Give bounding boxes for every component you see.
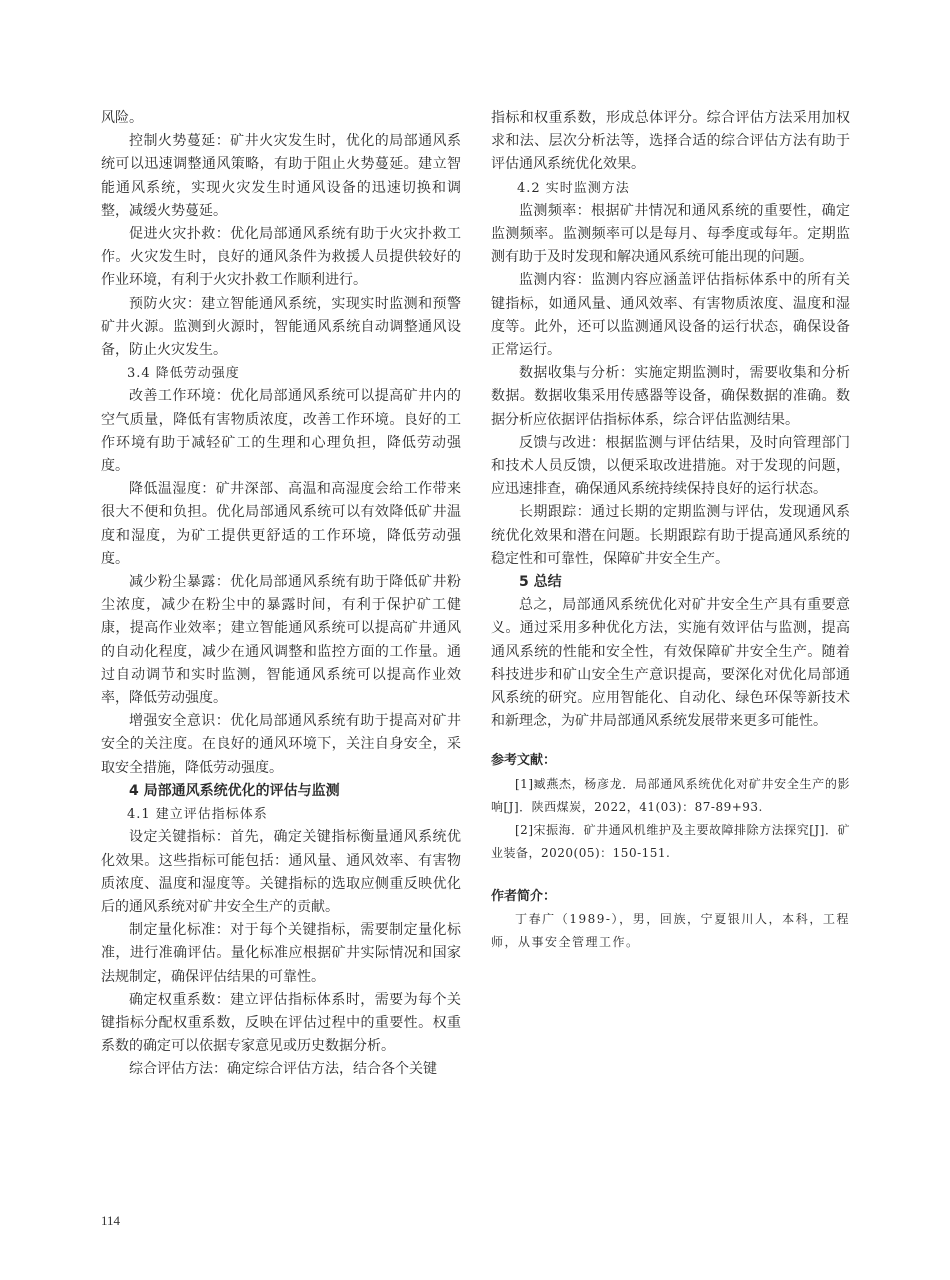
paragraph: 数据收集与分析：实施定期监测时，需要收集和分析数据。数据收集采用传感器等设备，确保数据的准确。数据分析应依据评估指标体系，综合评估监测结果。 xyxy=(491,365,850,428)
paragraph: 综合评估方法：确定综合评估方法，结合各个关键 xyxy=(129,1061,437,1078)
paragraph: 改善工作环境：优化局部通风系统可以提高矿井内的空气质量，降低有害物质浓度，改善工作环境。良好的工作环境有助于减轻矿工的生理和心理负担，降低劳动强度。 xyxy=(101,388,461,475)
paragraph: 设定关键指标：首先，确定关键指标衡量通风系统优化效果。这些指标可能包括：通风量、通风效率、有害物质浓度、温度和湿度等。关键指标的选取应侧重反映优化后的通风系统对矿井安全生产的贡献。 xyxy=(101,829,461,915)
paragraph: 指标和权重系数，形成总体评分。综合评估方法采用加权求和法、层次分析法等，选择合适的综合评估方法有助于评估通风系统优化效果。 xyxy=(491,110,850,173)
paragraph: 确定权重系数：建立评估指标体系时，需要为每个关键指标分配权重系数，反映在评估过程中的重要性。权重系数的确定可以依据专家意见或历史数据分析。 xyxy=(101,991,461,1055)
section-heading-4-2: 4.2 实时监测方法 xyxy=(517,180,630,196)
section-heading-5: 5 总结 xyxy=(519,574,562,591)
reference-item: [1]臧燕杰，杨彦龙．局部通风系统优化对矿井安全生产的影响[J]．陕西煤炭，2022，41(03)：87-89+93. xyxy=(491,776,850,814)
left-column xyxy=(101,107,461,1082)
author-bio xyxy=(491,885,850,954)
page-number: 114 xyxy=(101,1213,121,1228)
paragraph: 长期跟踪：通过长期的定期监测与评估，发现通风系统优化效果和潜在问题。长期跟踪有助于提高通风系统的稳定性和可靠性，保障矿井安全生产。 xyxy=(491,504,850,567)
paragraph: 减少粉尘暴露：优化局部通风系统有助于降低矿井粉尘浓度，减少在粉尘中的暴露时间，有利于保护矿工健康，提高作业效率；建立智能通风系统可以提高矿井通风的自动化程度，减少在通风调整和监控方面的工作量。通过自动调节和实时监测，智能通风系统可以提高作业效率，降低劳动强度。 xyxy=(101,574,461,707)
paragraph: 监测内容：监测内容应涵盖评估指标体系中的所有关键指标，如通风量、通风效率、有害物质浓度、温度和湿度等。此外，还可以监测通风设备的运行状态，确保设备正常运行。 xyxy=(491,272,850,359)
section-heading-4-1: 4.1 建立评估指标体系 xyxy=(127,807,268,823)
author-bio-title: 作者简介： xyxy=(491,888,557,904)
references-title: 参考文献： xyxy=(491,753,557,769)
reference-item: [2]宋振海．矿井通风机维护及主要故障排除方法探究[J]．矿业装备，2020(05)：150-151. xyxy=(491,822,850,860)
paragraph: 促进火灾扑救：优化局部通风系统有助于火灾扑救工作。火灾发生时，良好的通风条件为救援人员提供较好的作业环境，有利于火灾扑救工作顺利进行。 xyxy=(101,226,461,289)
paragraph: 增强安全意识：优化局部通风系统有助于提高对矿井安全的关注度。在良好的通风环境下，关注自身安全，采取安全措施，降低劳动强度。 xyxy=(101,713,461,776)
paragraph: 反馈与改进：根据监测与评估结果，及时向管理部门和技术人员反馈，以便采取改进措施。对于发现的问题，应迅速排查，确保通风系统持续保持良好的运行状态。 xyxy=(491,434,850,498)
author-bio-text: 丁春广（1989-），男，回族，宁夏银川人，本科，工程师，从事安全管理工作。 xyxy=(491,911,850,949)
right-column xyxy=(491,107,850,954)
section-heading-4: 4 局部通风系统优化的评估与监测 xyxy=(129,782,340,799)
paragraph: 风险。 xyxy=(101,110,143,126)
paragraph: 控制火势蔓延：矿井火灾发生时，优化的局部通风系统可以迅速调整通风策略，有助于阻止火势蔓延。建立智能通风系统，实现火灾发生时通风设备的迅速切换和调整，减缓火势蔓延。 xyxy=(101,133,461,219)
references xyxy=(491,749,850,864)
paragraph: 制定量化标准：对于每个关键指标，需要制定量化标准，进行准确评估。量化标准应根据矿井实际情况和国家法规制定，确保评估结果的可靠性。 xyxy=(101,922,461,985)
section-heading-3-4: 3.4 降低劳动强度 xyxy=(127,366,240,382)
paragraph: 降低温湿度：矿井深部、高温和高湿度会给工作带来很大不便和负担。优化局部通风系统可以有效降低矿井温度和湿度，为矿工提供更舒适的工作环境，降低劳动强度。 xyxy=(101,481,461,567)
paragraph: 预防火灾：建立智能通风系统，实现实时监测和预警矿井火源。监测到火源时，智能通风系统自动调整通风设备，防止火灾发生。 xyxy=(101,295,461,359)
paragraph: 总之，局部通风系统优化对矿井安全生产具有重要意义。通过采用多种优化方法，实施有效评估与监测，提高通风系统的性能和安全性，有效保障矿井安全生产。随着科技进步和矿山安全生产意识提高，要深化对优化局部通风系统的研究。应用智能化、自动化、绿色环保等新技术和新理念，为矿井局部通风系统发展带来更多可能性。 xyxy=(491,597,850,730)
paragraph: 监测频率：根据矿井情况和通风系统的重要性，确定监测频率。监测频率可以是每月、每季度或每年。定期监测有助于及时发现和解决通风系统可能出现的问题。 xyxy=(491,202,850,266)
